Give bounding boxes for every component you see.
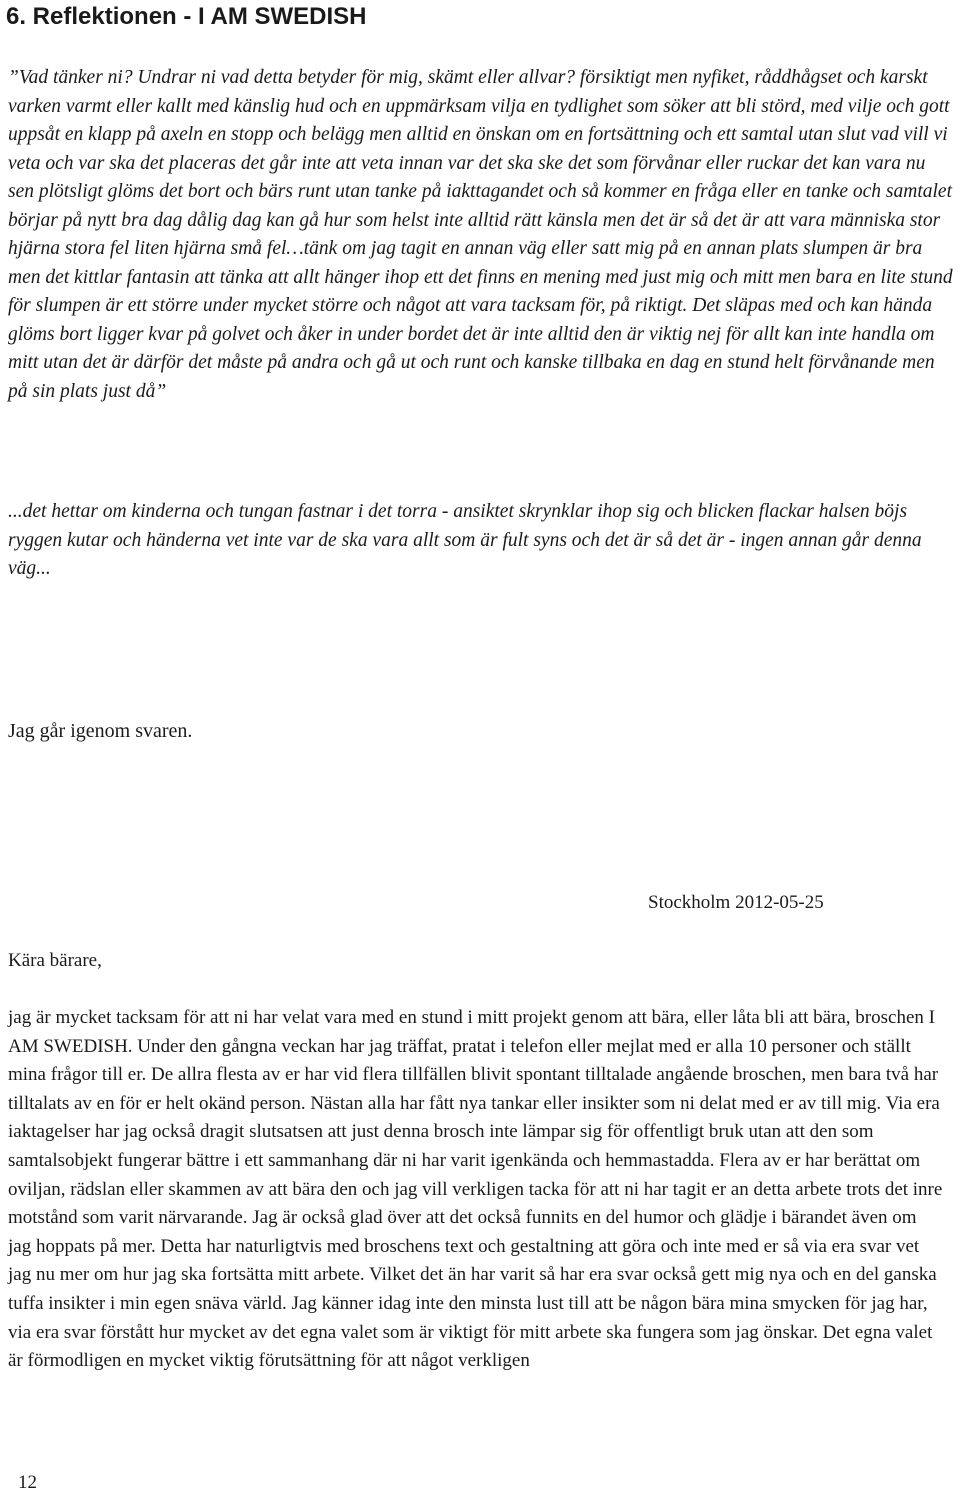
italic-quote-continuation: ...det hettar om kinderna och tungan fastnar i det torra - ansiktet skrynklar ihop sig och blicken flackar halsen böjs ryggen kutar och händerna vet inte var de ska vara allt som är fult syns och det är så det är - ingen annan går denna väg... bbox=[8, 501, 922, 579]
letter-date-line: Stockholm 2012-05-25 bbox=[648, 892, 824, 913]
page-number: 12 bbox=[18, 1472, 37, 1493]
letter-salutation: Kära bärare, bbox=[8, 950, 102, 971]
italic-quote-paragraph: ”Vad tänker ni? Undrar ni vad detta betyder för mig, skämt eller allvar? försiktigt men nyfiket, råddhågset och karskt varken varmt eller kallt med känslig hud och en uppmärksam vilja en tydlighet som söker att bli störd, med vilje och gott uppsåt en klapp på axeln en stopp och belägg men alltid en önskan om en fortsättning och ett samtal utan slut vad vill vi veta och var ska det placeras det går inte att veta innan var det ska ske det som förvånar eller ruckar det kan vara nu sen plötsligt glöms det bort och bärs runt utan tanke på iakttagandet och så kommer en fråga eller en tanke och samtalet börjar på nytt bra dag dålig dag kan gå hur som helst inte alltid rätt känsla men det är så det är att vara människa stor hjärna stora fel liten hjärna små fel…tänk om jag tagit en annan väg eller satt mig på en annan plats slumpen är bra men det kittlar fantasin att tänka att allt hänger ihop ett det finns en mening med just mig och mitt men bara en lite stund för slumpen är ett större under mycket större och något att vara tacksam för, på riktigt. Det släpas med och kan hända glöms bort ligger kvar på golvet och åker in under bordet det är inte alltid den är viktig nej för allt kan inte handla om mitt utan det är därför det måste på andra och gå ut och runt och kanske tillbaka en dag en stund helt förvånande men på sin plats just då” bbox=[8, 67, 953, 402]
letter-body-paragraph: jag är mycket tacksam för att ni har velat vara med en stund i mitt projekt genom att bära, eller låta bli att bära, broschen I AM SWEDISH. Under den gångna veckan har jag träffat, pratat i telefon eller mejlat med er alla 10 personer och ställt mina frågor till er. De allra flesta av er har vid flera tillfällen blivit spontant tilltalade angående broschen, men bara två har tilltalats av en för er helt okänd person. Nästan alla har fått nya tankar eller insikter som ni delat med er av till mig. Via era iaktagelser har jag också dragit slutsatsen att just denna brosch inte lämpar sig för offentligt bruk utan att den som samtalsobjekt fungerar bättre i ett sammanhang där ni har varit igenkända och hemmastadda. Flera av er har berättat om oviljan, rädslan eller skammen av att bära den och jag vill verkligen tacka för att ni har tagit er an detta arbete trots det inre motstånd som varit närvarande. Jag är också glad över att det också funnits en del humor och glädje i bärandet även om jag hoppats på mer. Detta har naturligtvis med broschens text och gestaltning att göra och inte med er så via era svar vet jag nu mer om hur jag ska fortsätta mitt arbete. Vilket det än har varit så har era svar också gett mig nya och en del ganska tuffa insikter i min egen snäva värld. Jag känner idag inte den minsta lust till att be någon bära mina smycken för jag har, via era svar förstått hur mycket av det egna valet som är viktigt för mitt arbete ska fungera som jag önskar. Det egna valet är förmodligen en mycket viktig förutsättning för att något verkligen bbox=[8, 1007, 943, 1372]
statement-line: Jag går igenom svaren. bbox=[8, 720, 193, 742]
section-heading: 6. Reflektionen - I AM SWEDISH bbox=[6, 3, 367, 30]
